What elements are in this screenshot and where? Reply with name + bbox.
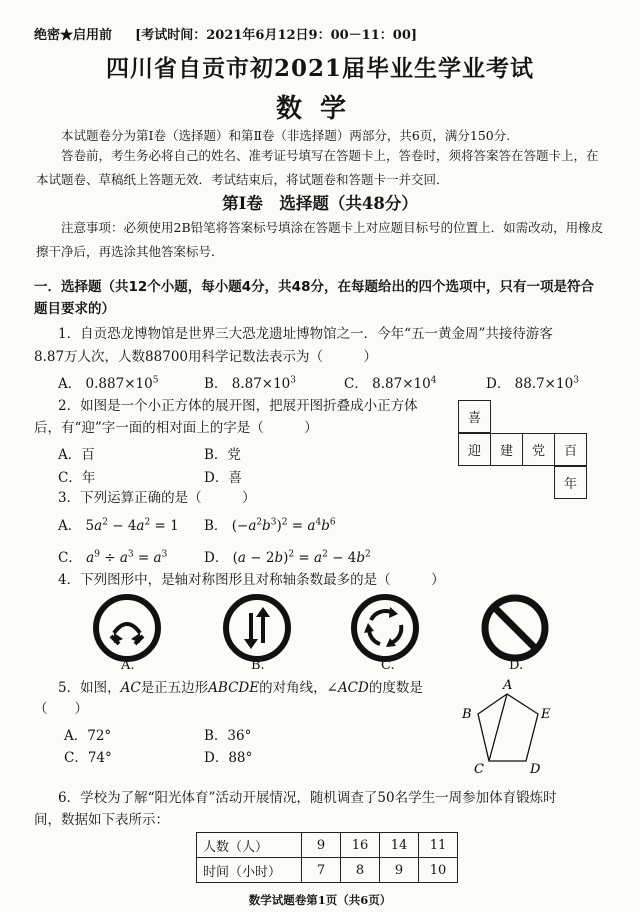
q5-option-b: B．36° — [204, 728, 252, 744]
exam-time: [考试时间：2021年6月12日9：00－11：00] — [135, 28, 418, 43]
q2-option-b: B．党 — [204, 447, 241, 463]
vertex-b: B — [462, 707, 472, 722]
q1-option-c: C． $8.87\times 10^4$ — [344, 375, 437, 392]
exam-title: 四川省自贡市初2021届毕业生学业考试 — [105, 55, 534, 82]
part1-notice: 注意事项：必须使用2B铅笔将答案标号填涂在答题卡上对应题目标号的位置上．如需改动，用橡皮擦干净后，再选涂其他答案标号． — [36, 220, 604, 259]
sign-b-two-way-arrows — [222, 593, 292, 663]
q2-option-a: A．百 — [58, 447, 95, 463]
net-cell-jian: 建 — [490, 433, 523, 466]
q2-line1: 2．如图是一个小正方体的展开图，把展开图折叠成小正方体 — [58, 398, 418, 414]
table-cell: 7 — [302, 858, 341, 883]
instruction-para-2: 答卷前，考生务必将自己的姓名、准考证号填写在答题卡上，答卷时，须将答案答在答题卡上，在本试题卷、草稿纸上答题无效．考试结束后，将试题卷和答题卡一并交回． — [36, 148, 599, 187]
section1-heading: 一．选择题（共12个小题，每小题4分，共48分，在每题给出的四个选项中，只有一项是符合题目要求的） — [34, 279, 594, 317]
q5-line2: （ ） — [34, 701, 88, 717]
q6-line1: 6．学校为了解“阳光体育”活动开展情况，随机调查了50名学生一周参加体育锻炼时 — [58, 790, 557, 806]
q1-line1: 1．自贡恐龙博物馆是世界三大恐龙遗址博物馆之一．今年“五一黄金周”共接待游客 — [58, 326, 553, 342]
sign-c-roundabout — [350, 593, 420, 663]
sign-label-a: A. — [121, 658, 135, 673]
sign-label-c: C. — [381, 658, 395, 673]
q2-option-c: C．年 — [58, 470, 96, 486]
sign-d-prohibition — [480, 593, 550, 663]
q5-option-c: C．74° — [64, 750, 112, 766]
q5-line1: 5．如图，AC是正五边形ABCDE的对角线，∠ACD的度数是 — [58, 680, 423, 696]
net-cell-nian: 年 — [554, 466, 587, 499]
q1-line2: 8.87万人次，人数88700用科学记数法表示为（ ） — [34, 349, 378, 365]
table-cell: 9 — [302, 833, 341, 858]
q3-stem: 3．下列运算正确的是（ ） — [58, 490, 256, 506]
sign-label-d: D. — [509, 658, 524, 673]
vertex-a: A — [503, 678, 513, 693]
q4-stem: 4．下列图形中，是轴对称图形且对称轴条数最多的是（ ） — [58, 572, 445, 588]
q3-option-b: B． $(-a^2b^3)^2 = a^4b^6$ — [204, 517, 336, 534]
table-cell: 14 — [380, 833, 419, 858]
vertex-c: C — [474, 762, 484, 776]
net-cell-ying: 迎 — [458, 433, 491, 466]
part1-title: 第Ⅰ卷 选择题（共48分） — [222, 194, 418, 213]
page-footer: 数学试题卷第1页（共6页） — [248, 893, 392, 907]
table-cell: 10 — [419, 858, 458, 883]
sign-a-diverge-arrows — [92, 593, 162, 663]
net-cell-dang: 党 — [522, 433, 555, 466]
sign-label-b: B. — [251, 658, 265, 673]
table-cell: 11 — [419, 833, 458, 858]
q2-line2: 后，有“迎”字一面的相对面上的字是（ ） — [34, 420, 318, 436]
table-cell: 8 — [341, 858, 380, 883]
table-header-time: 时间（小时） — [197, 858, 302, 883]
net-cell-bai: 百 — [554, 433, 587, 466]
secret-label: 绝密★启用前 — [34, 28, 113, 43]
q1-option-d: D． $88.7\times 10^3$ — [486, 375, 579, 392]
cube-net-figure — [458, 400, 588, 500]
q3-option-a: A． $5a^2 - 4a^2 = 1$ — [58, 517, 179, 534]
vertex-d: D — [530, 762, 541, 776]
q5-option-d: D．88° — [204, 750, 253, 766]
q5-option-a: A．72° — [64, 728, 112, 744]
instruction-para-1: 本试题卷分为第Ⅰ卷（选择题）和第Ⅱ卷（非选择题）两部分，共6页，满分150分. — [61, 128, 511, 143]
q1-option-a: A． $0.887\times 10^5$ — [58, 375, 159, 392]
exam-subject: 数学 — [275, 94, 364, 124]
net-cell-xi: 喜 — [458, 400, 491, 433]
exam-header-line — [34, 24, 417, 43]
vertex-e: E — [541, 707, 551, 722]
table-cell: 9 — [380, 858, 419, 883]
q6-data-table — [196, 832, 458, 883]
q6-line2: 间，数据如下表所示： — [34, 812, 169, 828]
table-row — [197, 833, 458, 858]
q2-option-d: D．喜 — [204, 470, 242, 486]
q3-option-d: D． $(a - 2b)^2 = a^2 - 4b^2$ — [204, 549, 371, 566]
pentagon-figure — [450, 676, 560, 776]
q3-option-c: C． $a^9 \div a^3 = a^3$ — [58, 549, 168, 566]
table-cell: 16 — [341, 833, 380, 858]
table-header-count: 人数（人） — [197, 833, 302, 858]
q1-option-b: B． $8.87\times 10^3$ — [204, 375, 297, 392]
table-row — [197, 858, 458, 883]
